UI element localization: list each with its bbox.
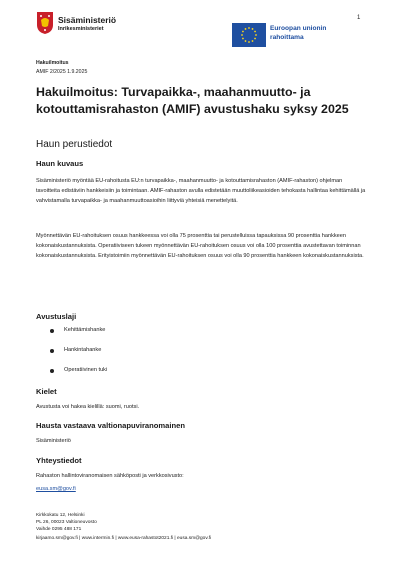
bullet-icon (50, 329, 54, 333)
page-title: Hakuilmoitus: Turvapaikka-, maahanmuutto- ja kotouttamisrahaston (AMIF) avustushaku syksy 2025 (36, 85, 349, 116)
grant-type-item: Operatiivinen tuki (64, 367, 108, 373)
grant-type-item: Kehittämishanke (64, 327, 106, 333)
eu-star-icon (254, 38, 256, 40)
contact-text: Rahaston hallintoviranomaisen sähköposti ja verkkosivusto: (36, 473, 184, 479)
document-type: Hakuilmoitus (36, 60, 69, 66)
grant-types-heading: Avustuslaji (36, 312, 77, 321)
footer-address: Kirkkokatu 12, Helsinki (36, 513, 85, 518)
bullet-icon (50, 369, 54, 373)
eu-funding-label-line2: rahoittama (270, 34, 304, 41)
document-reference: AMIF 2/2025 1.9.2025 (36, 69, 88, 75)
footer-postal: PL 26, 00023 Valtioneuvosto (36, 520, 97, 525)
eu-funding-label-line1: Euroopan unionin (270, 25, 327, 32)
eu-star-icon (255, 34, 257, 36)
eu-star-icon (248, 27, 250, 29)
ministry-name: Sisäministeriö (58, 15, 117, 25)
ministry-name-swedish: Inrikesministeriet (58, 26, 104, 32)
eu-star-icon (248, 41, 250, 43)
ministry-crest-logo (36, 11, 54, 35)
description-paragraph-1: Sisäministeriö myöntää EU-rahoitusta EU:n turvapaikka-, maahanmuutto- ja kotouttamisrahaston (AMIF-rahaston) ohjelman tavoitteita edistäviin hankkeisiin ja toimintaan. AMIF-rahaston avulla edistetään muuttoliikeasioiden tehokasta hallintaa kehittämällä ja vahvistamalla turvapaikka- ja maahanmuuttoasioihin liittyviä yhteisiä menettelyitä. (36, 178, 366, 204)
languages-heading: Kielet (36, 387, 57, 396)
basic-info-heading: Haun perustiedot (36, 139, 113, 150)
footer-phone: Vaihde 0295 488 171 (36, 527, 82, 532)
authority-text: Sisäministeriö (36, 438, 71, 444)
description-heading: Haun kuvaus (36, 159, 84, 168)
authority-heading: Hausta vastaava valtionapuviranomainen (36, 421, 185, 430)
eu-star-icon (252, 28, 254, 30)
grant-type-item: Hankintahanke (64, 347, 102, 353)
page-number: 1 (357, 15, 361, 21)
eu-star-icon (242, 31, 244, 33)
languages-text: Avustusta voi hakea kielillä: suomi, ruotsi. (36, 404, 140, 410)
bullet-icon (50, 349, 54, 353)
eu-star-icon (254, 31, 256, 33)
eu-star-icon (245, 28, 247, 30)
eu-flag-icon (232, 23, 266, 47)
description-paragraph-2: Myönnettävän EU-rahoituksen osuus hankkeessa voi olla 75 prosenttia tai perustelluissa tapauksissa 90 prosenttia hankkeen kokonaiskustannuksista. Operatiiviseen tukeen myönnettävän EU-rahoituksen osuus voi olla 100 prosenttia avustettavan toiminnan kokonaiskustannuksista. Erityistoimiin myönnettävän EU-rahoituksen osuus voi olla 90 prosenttia hankkeen kokonaiskustannuksista. (36, 233, 364, 259)
contact-heading: Yhteystiedot (36, 456, 82, 465)
footer-contact-links: kirjaamo.sm@gov.fi | www.intermin.fi | www.eusa-rahastot2021.fi | eusa.sm@gov.fi (36, 536, 212, 541)
eu-star-icon (245, 40, 247, 42)
eu-star-icon (241, 34, 243, 36)
eu-star-icon (242, 38, 244, 40)
contact-email-link[interactable]: eusa.sm@gov.fi (36, 486, 76, 492)
eu-star-icon (252, 40, 254, 42)
